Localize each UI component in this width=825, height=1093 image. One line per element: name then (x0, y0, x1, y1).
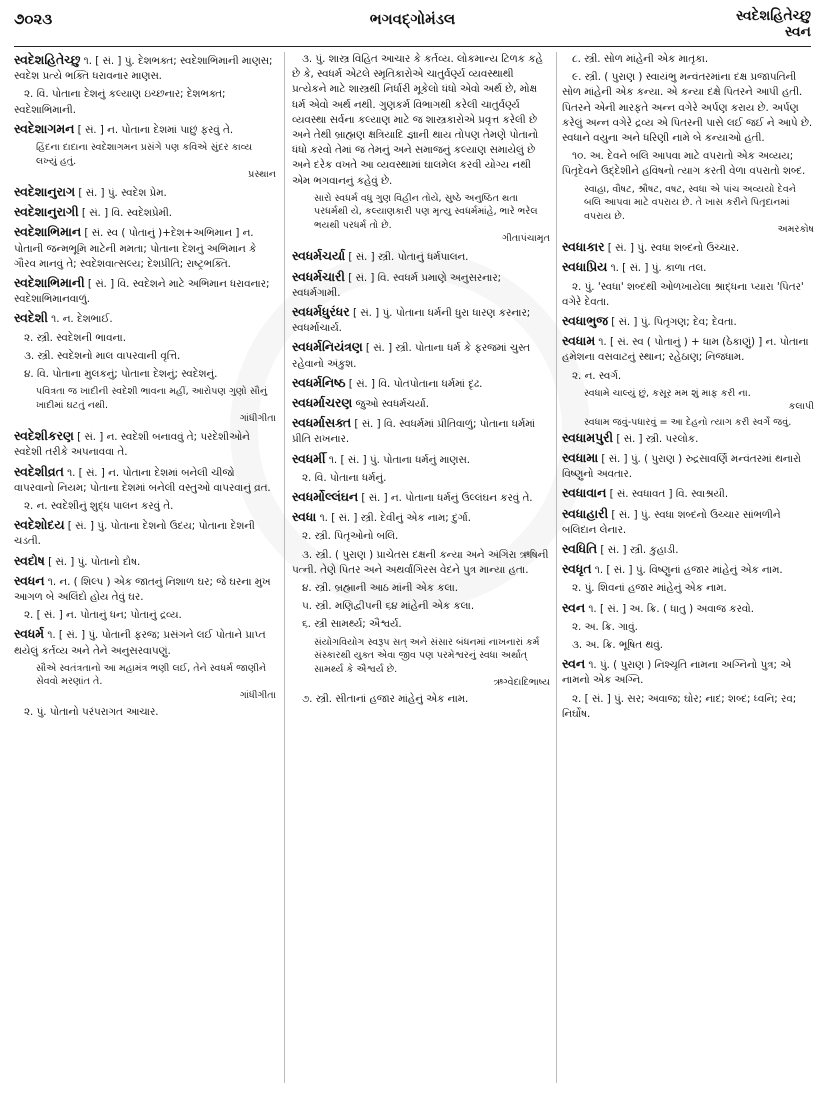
entry-definition: [ સં. ] વિ. સ્વધર્મ પ્રમાણે અનુસરનાર; સ્વધર્મગામી. (292, 271, 502, 299)
sense-definition: ૨. સ્ત્રી. સ્વદેશની ભાવના. (24, 331, 126, 344)
example-quotation: સંયોગવિયોગ સ્વરૂપ સત્ અને સંસાર બંધનમાં નાખનારાં કર્મ સંસ્કારથી યુક્ત એવા જીવ પણ પરમેશ્વરનું સ્વધા અર્થાત્ સામર્થ્ય કે ઐશ્વર્ય છે. (314, 636, 540, 675)
entry-headword: સ્વધર્મચર્યા (292, 248, 346, 264)
dictionary-entry (14, 204, 276, 221)
sense-definition: ૨. પું. શિવનાં હજાર માંહેનું એક નામ. (572, 582, 727, 595)
entry-definition: ૧. [ સં. ] પું. દેશભક્ત; સ્વદેશાભિમાની માણસ; સ્વદેશ પ્રત્યે ભક્તિ ધરાવનાર માણસ. (14, 55, 273, 83)
dictionary-entry (292, 489, 550, 506)
entry-definition: [ સં. ] વિ. સ્વદેશને માટે અભિમાન ધરાવનાર; સ્વદેશાભિમાનવાળું. (14, 278, 270, 306)
quotation-source: ગાંધીગીતા (239, 689, 276, 701)
entry-definition: [ સં. ] પું. પોતાનો દોષ. (44, 555, 141, 568)
entry-headword: સ્વદેશાનુરાગ (14, 184, 76, 200)
dictionary-entry (292, 375, 550, 392)
entry-definition: [ સં. ] ન. પોતાના દેશમાં પાછું ફરવું તે. (74, 123, 234, 136)
dictionary-entry (562, 600, 814, 617)
sense-definition: ૪. વિ. પોતાના મુલકનું; પોતાના દેશનું; સ્વદેશનું. (24, 368, 218, 381)
quotation-source: કલાપી (788, 401, 814, 413)
entry-headword: સ્વધામા (562, 449, 599, 465)
guide-word-last: સ્વન (784, 24, 811, 40)
dictionary-entry (562, 506, 814, 538)
dictionary-entry (292, 304, 550, 336)
entry-definition: [ સં. ] વિ. પોતપોતાના ધર્મમાં દૃઢ. (345, 377, 483, 390)
dictionary-entry (292, 269, 550, 301)
entry-headword: સ્વદોષ (14, 552, 45, 568)
quotation-source: અમરકોષ (777, 224, 814, 236)
sense-definition: ૨. વિ. પોતાના દેશનું કલ્યાણ ઇચ્છનાર; દેશભક્ત; સ્વદેશાભિમાની. (14, 88, 226, 116)
dictionary-entry (14, 121, 276, 138)
sense-definition: ૩. અ. ક્રિ. ભૂષિત થવું. (572, 638, 663, 651)
dictionary-entry (292, 339, 550, 371)
example-quotation: સૌએ સ્વતંત્રતાનો આ મહામંત્ર ભણી લઈ, તેને સ્વધર્મ જાણીને સેવવો મરણાંત તે. (36, 662, 267, 688)
header-rule (14, 46, 811, 47)
entry-headword: સ્વદેશાગમન (14, 120, 75, 136)
entry-headword: સ્વધર્માચરણ (292, 394, 353, 410)
entry-headword: સ્વદેશીવ્રત (14, 463, 64, 479)
dictionary-entry (14, 184, 276, 201)
entry-definition: [ સં. ] પું. સ્વદેશ પ્રેમ. (75, 187, 167, 200)
entry-headword: સ્વધિતિ (562, 540, 598, 556)
dictionary-entry (562, 450, 814, 482)
entry-definition: ૧. [ સં. ] સ્ત્રી. દેવીનું એક નામ; દુર્ગા. (316, 512, 472, 525)
guide-word-first: સ્વદેશહિતેચ્છુ (736, 8, 811, 24)
sense-definition: ૩. સ્ત્રી. સ્વદેશનો માલ વાપરવાની વૃત્તિ. (24, 349, 181, 362)
entry-headword: સ્વદેશોદય (14, 517, 65, 533)
entry-headword: સ્વધૃત (562, 561, 592, 577)
entry-headword: સ્વધામપુરી (562, 429, 614, 445)
dictionary-entry (562, 561, 814, 578)
sense-definition: ૮. સ્ત્રી. સોળ માંહેની એક માતૃકા. (572, 53, 709, 65)
entry-headword: સ્વન (562, 656, 586, 672)
entry-definition: ૧. [ સં. સ્વ ( પોતાનું ) + ધામ (ઠેકાણું) ] ન. પોતાના હમેશના વસવાટનું સ્થાન; રહેઠાણ; નિજધામ. (562, 336, 809, 364)
sense-definition: ૯. સ્ત્રી. ( પુરાણ ) સ્વાયંભુ મન્વંતરમાંના દક્ષ પ્રજાપતિની સોળ માંહેની એક કન્યા. એ કન્યા દક્ષે પિતરને આપી હતી. પિતરને એની મારફતે અન્ન વગેરે અર્પણ કરાય છે. અર્પણ કરેલું અન્ન વગેરે દ્રવ્ય એ પિતરની પાસે લઈ જઈ ને આપે છે. સ્વધાને વયુના અને ધરિણી નામે બે કન્યાઓ હતી. (562, 71, 813, 145)
entry-definition: [ સં. ] ન. પોતાના ધર્મનું ઉલ્લંઘન કરવું તે. (358, 491, 533, 504)
entry-definition: ૧. પું. ( પુરાણ ) નિશ્ચૃતિ નામના અગ્નિનો પુત્ર; એ નામનો એક અગ્નિ. (562, 659, 792, 687)
sense-definition: ૩. પું. શાસ્ત્ર વિહિત આચાર કે કર્તવ્ય. લોકમાન્ય ટિળક કહે છે કે, સ્વધર્મ એટલે સ્મૃતિકારોએ ચાતુર્વર્ણ્ય વ્યવસ્થાથી પ્રત્યેકને માટે શાસ્ત્રથી નિર્ધારી મૂકેલો ધંધો એવો અર્થ છે, મોક્ષ ધર્મ એવો અર્થ નથી. ગુણકર્મ વિભાગથી કરેલી ચાતુર્વર્ણ્ય વ્યવસ્થા સર્વના કલ્યાણ માટે જ શાસ્ત્રકારોએ પ્રવૃત્ત કરેલી છે અને તેથી બ્રાહ્મણ ક્ષત્રિયાદિ જ્ઞાની થાય તોપણ તેમણે પોતાનો ધંધો કરવો તેમાં જ તેમનું અને સમાજનું કલ્યાણ સમાયેલું છે અને દરેક વખતે આ વ્યવસ્થામાં ઘાલમેલ કરવી યોગ્ય નથી એમ ભગવાનનું કહેવું છે. (292, 53, 543, 187)
entry-definition: [ સં. ] સ્ત્રી. પોતાના ધર્મ કે ફરજમાં ચુસ્ત રહેવાનો અંકુશ. (292, 342, 530, 370)
entry-definition: [ સં. ] સ્ત્રી. પોતાનું ધર્મપાલન. (345, 251, 469, 264)
entry-definition: [ સં. ] પું. પોતાના દેશનો ઉદય; પોતાના દેશની ચડતી. (14, 520, 255, 548)
column-divider (284, 52, 285, 1083)
column-right (562, 52, 814, 1087)
column-middle (292, 52, 550, 1087)
example-quotation: હિંદના દાદાના સ્વદેશાગમન પ્રસંગે પણ કવિએ સુંદર કાવ્ય લખ્યું હતું. (36, 142, 253, 167)
dictionary-entry (14, 517, 276, 549)
entry-headword: સ્વધાહારી (562, 505, 609, 521)
entry-headword: સ્વધર્માસક્ત (292, 415, 352, 431)
entry-definition: ૧. [ સં. ] પું. વિષ્ણુનાં હજાર માંહેનું એક નામ. (591, 564, 783, 577)
entry-headword: સ્વદેશહિતેચ્છુ (14, 52, 81, 67)
dictionary-entry (292, 451, 550, 468)
quotation-source: ગાંધીગીતા (239, 413, 276, 425)
example-quotation: સ્વધામે ચાલ્યું છું, કસૂર મમ શું માફ કરી ના. (584, 387, 751, 399)
entry-definition: [ સં. ] પું. સ્વધા શબ્દનો ઉચ્ચાર સાંભળીને બલિદાન લેનાર. (562, 508, 781, 536)
sense-definition: ૫. સ્ત્રી. મણિદ્વીપની ૬૪ માંહેની એક કલા. (302, 600, 475, 613)
entry-headword: સ્વધર્મનિષ્ઠ (292, 374, 346, 390)
entry-definition: ૧. [ સં. ] ન. પોતાના દેશમાં બનેલી ચીજો વાપરવાનો નિયમ; પોતાના દેશમાં બનેલી વસ્તુઓ વાપરવાનું વ્રત. (14, 466, 271, 494)
entry-definition: [ સં. સ્વધાવત ] વિ. સ્વાશ્રયી. (606, 488, 729, 501)
dictionary-entry (562, 333, 814, 365)
entry-headword: સ્વદેશીકરણ (14, 428, 74, 444)
dictionary-entry (562, 485, 814, 502)
sense-definition: ૧૦. અ. દેવને બલિ આપવા માટે વપરાતો એક અવ્યય; પિતૃદેવને ઉદ્દેશીને હવિષનો ત્યાગ કરતી વેળા વપરાતો શબ્દ. (562, 150, 806, 178)
sense-definition: ૨. [ સં. ] ન. પોતાનું ધન; પોતાનું દ્રવ્ય. (24, 609, 182, 622)
entry-definition: [ સં. ] સ્ત્રી. પરલોક. (613, 432, 699, 445)
page-header (14, 4, 811, 44)
entry-definition: [ સં. ] વિ. સ્વદેશપ્રેમી. (78, 207, 173, 220)
guide-words (736, 8, 811, 40)
quotation-source: ગીતાપંચામૃત (502, 233, 550, 245)
dictionary-entry (562, 313, 814, 330)
page-number: ૭૦૨૩ (14, 10, 53, 28)
sense-definition: ૨. સ્ત્રી. પિતૃઓનો બલિ. (302, 530, 399, 543)
entry-headword: સ્વન (562, 599, 586, 615)
sense-definition: ૨. અ. ક્રિ. ગાવું. (572, 620, 638, 633)
dictionary-entry (14, 52, 276, 84)
entry-definition: ૧. [ સં. ] પું. પોતાના ધર્મનું માણસ. (325, 453, 471, 466)
column-divider (556, 52, 557, 1083)
entry-headword: સ્વદેશી (14, 310, 48, 326)
entry-definition: ૧. ન. દેશભાઈ. (47, 313, 113, 326)
sense-definition: ૭. સ્ત્રી. સીતાનાં હજાર માંહેનું એક નામ. (302, 693, 469, 706)
quotation-source: પ્રસ્થાન (248, 169, 276, 181)
entry-headword: સ્વધર્મ (14, 626, 45, 642)
dictionary-entry (14, 428, 276, 460)
entry-headword: સ્વધાપ્રિય (562, 259, 608, 275)
dictionary-entry (292, 509, 550, 526)
dictionary-entry (292, 248, 550, 265)
entry-headword: સ્વધર્મોલ્લંઘન (292, 488, 359, 504)
sense-definition: ૨. પું. પોતાનો પરંપરાગત આચાર. (24, 705, 159, 718)
entry-headword: સ્વધાભુજ (562, 312, 608, 328)
dictionary-entry (292, 395, 550, 412)
dictionary-entry (562, 656, 814, 688)
entry-definition: [ સં. ] સ્ત્રી. કુહાડી. (597, 543, 679, 556)
entry-headword: સ્વધર્મનિયંત્રણ (292, 339, 363, 355)
entry-headword: સ્વધર્મચારી (292, 268, 345, 284)
entry-definition: [ સં. ] વિ. સ્વધર્મમાં પ્રીતિવાળું; પોતાના ધર્મમાં પ્રીતિ રાખનાર. (292, 418, 535, 446)
entry-headword: સ્વધામ (562, 333, 596, 349)
entry-headword: સ્વધાકાર (562, 239, 605, 255)
sense-definition: ૨. [ સં. ] પું. સર; અવાજ; ઘોર; નાદ; શબ્દ; ધ્વનિ; રવ; નિર્ઘોષ. (562, 692, 797, 720)
entry-headword: સ્વધર્મી (292, 450, 326, 466)
quotation-source: ઋગ્વેદાદિભાષ્ય (493, 677, 550, 689)
entry-definition: [ સં. ] પું. પોતાના ધર્મની ધુરા ધારણ કરનાર; સ્વધર્માચાર્ય. (292, 306, 531, 335)
example-quotation: સારો સ્વધર્મ વધુ ગુણ વિહીન તોયે, સુષ્ઠે અનુષ્ઠિત થતા પરધર્મથી યે, કલ્યાણકારી પણ મૃત્યુ સ્વધર્મમાંહે, ભારે ભરેલ ભયથી પરધર્મ તો છે. (314, 192, 538, 231)
entry-headword: સ્વધર્મધુરંધર (292, 303, 350, 319)
entry-definition: ૧. [ સં. ] અ. ક્રિ. ( ધાતુ ) અવાજ કરવો. (585, 602, 755, 615)
dictionary-entry (562, 239, 814, 256)
entry-definition: ૧. [ સં. ] પું. પોતાની ફરજ; પ્રસંગને લઈ પોતાને પ્રાપ્ત થયેલું કર્તવ્ય અને તેને અનુસરવાપણું. (14, 629, 266, 657)
entry-headword: સ્વધા (292, 509, 317, 525)
example-quotation: પવિત્રતા જ ખાદીની સ્વદેશી ભાવના મહીં, આરોપણ ગુણો સૌનું ખાદીમાં ઘટતું નથી. (36, 386, 268, 411)
entry-headword: સ્વદેશાનુરાગી (14, 204, 79, 220)
sense-definition: ૨. ન. સ્વર્ગ. (572, 369, 622, 382)
dictionary-entry (562, 259, 814, 276)
sense-definition: ૩. સ્ત્રી. ( પુરાણ ) પ્રાચેતસ દક્ષની કન્યા અને અંગિરા ઋષિની પત્ની. તેણે પિતર અને અથર્વાંગિરસ વેદને પુત્ર માન્યા હતા. (292, 548, 549, 576)
entry-headword: સ્વદેશાભિમાની (14, 275, 85, 291)
sense-definition: ૬. સ્ત્રી સામર્થ્ય; ઐશ્વર્ય. (302, 618, 402, 631)
example-quotation: સ્વધામ જવું-પધારવું = આ દેહનો ત્યાગ કરી સ્વર્ગે જવું. (584, 417, 792, 429)
dictionary-entry (14, 553, 276, 570)
entry-definition: જુઓ સ્વધર્મચર્યા. (352, 397, 430, 410)
entry-headword: સ્વદેશાભિમાન (14, 224, 82, 240)
dictionary-entry (14, 275, 276, 307)
dictionary-entry (14, 310, 276, 327)
column-left (14, 52, 276, 1087)
dictionary-entry (292, 415, 550, 447)
entry-definition: [ સં. ] ન. સ્વદેશી બનાવવું તે; પરદેશીઓને સ્વદેશી તરીકે અપનાવવા તે. (14, 431, 250, 459)
entry-definition: [ સં. ] પું. પિતૃગણ; દેવ; દેવતા. (607, 315, 737, 328)
dictionary-entry (562, 541, 814, 558)
sense-definition: ૨. પું. 'સ્વધા' શબ્દથી ઓળખાયેલા શ્રાદ્ધના પ્યારા 'પિતર' વગેરે દેવતા. (562, 280, 804, 308)
dictionary-entry (14, 626, 276, 658)
example-quotation: સ્વાહા, વૌષટ, શ્રૌષટ, વષટ, સ્વધા એ પાંચ અવ્યયો દેવને બલિ આપવા માટે વપરાય છે. તે ખાસ કરીને પિતૃદાનમાં વપરાય છે. (584, 183, 796, 222)
dictionary-entry (14, 573, 276, 605)
dictionary-entry (562, 430, 814, 447)
entry-headword: સ્વધન (14, 572, 45, 588)
dictionary-entry (14, 224, 276, 272)
entry-definition: ૧. [ સં. ] પું. કાળા તલ. (607, 262, 707, 275)
entry-definition: [ સં. સ્વ ( પોતાનું )+દેશ+અભિમાન ] ન. પોતાની જન્મભૂમિ માટેની મમતા; પોતાના દેશનું અભિમાન કે ગૌરવ માનવું તે; સ્વદેશવાત્સલ્ય; દેશપ્રીતિ; રાષ્ટ્રભક્તિ. (14, 227, 257, 270)
sense-definition: ૪. સ્ત્રી. બ્રહ્માની આઠ માંની એક કલા. (302, 581, 458, 594)
sense-definition: ૨. વિ. પોતાના ધર્મનું. (302, 471, 387, 484)
sense-definition: ૨. ન. સ્વદેશીનું શુદ્ધ પાલન કરવું તે. (24, 500, 174, 513)
entry-definition: [ સં. ] પું. સ્વધા શબ્દનો ઉચ્ચાર. (604, 242, 740, 255)
dictionary-entry (14, 464, 276, 496)
entry-definition: ૧. ન. ( શિલ્પ ) એક જાતનું નિશાળ ઘર; જે ઘરના મુખ આગળ બે અલિંદો હોય તેવું ઘર. (14, 575, 271, 604)
book-title: ભગવદ્ગોમંડલ (369, 10, 456, 28)
entry-definition: [ સં. ] પું. ( પુરાણ ) રુદ્રસાવર્ણિ મન્વંતરમાં થનારો વિષ્ણુનો અવતાર. (562, 452, 801, 481)
entry-headword: સ્વધાવાન (562, 485, 607, 501)
